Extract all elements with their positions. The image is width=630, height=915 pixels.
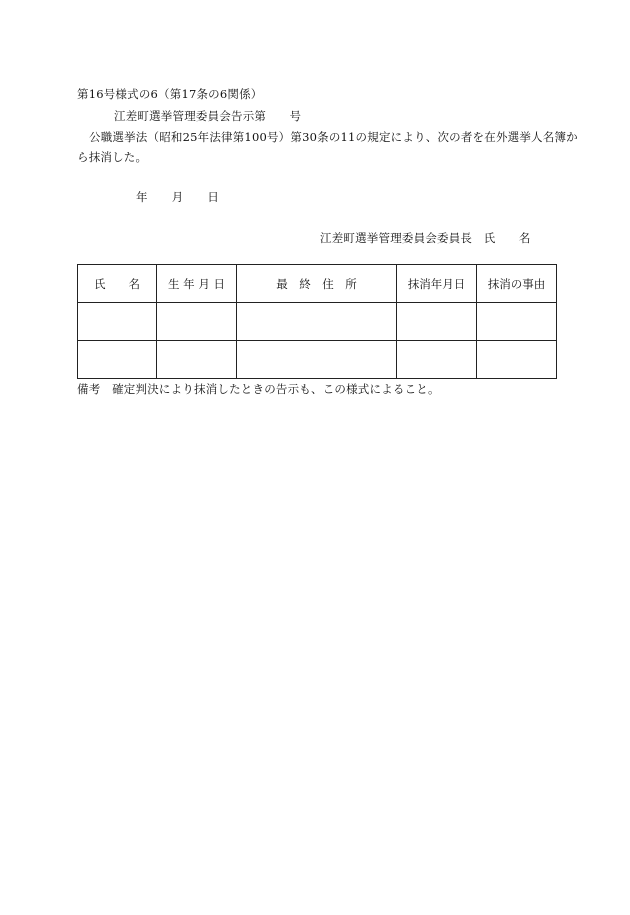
date-month: 月: [171, 190, 184, 204]
body-text-line-2: ら抹消した。: [77, 150, 148, 164]
header-birthdate: 生 年 月 日: [157, 265, 237, 303]
table-cell: [397, 341, 477, 379]
table-cell: [237, 303, 397, 341]
header-last-address: 最 終 住 所: [237, 265, 397, 303]
table-cell: [157, 303, 237, 341]
table-header-row: [78, 265, 557, 303]
table-cell: [78, 341, 157, 379]
form-title: 第16号様式の6（第17条の6関係）: [77, 87, 263, 101]
table-row: [78, 303, 557, 341]
remarks: 備考 確定判決により抹消したときの告示も、この様式によること。: [77, 382, 440, 396]
table-cell: [397, 303, 477, 341]
body-text-line-1: 公職選挙法（昭和25年法律第100号）第30条の11の規定により、次の者を在外選挙人名簿か: [89, 130, 578, 144]
table-cell: [157, 341, 237, 379]
header-deletion-date: 抹消年月日: [397, 265, 477, 303]
table-cell: [237, 341, 397, 379]
table-cell: [477, 341, 557, 379]
date-day: 日: [207, 190, 220, 204]
date-year: 年: [136, 190, 148, 204]
table-cell: [78, 303, 157, 341]
signature-line: 江差町選挙管理委員会委員長 氏 名: [320, 231, 531, 245]
header-name: 氏 名: [78, 265, 157, 303]
notice-number: 江差町選挙管理委員会告示第 号: [114, 109, 302, 123]
header-deletion-reason: 抹消の事由: [477, 265, 557, 303]
table-row: [78, 341, 557, 379]
date-line: [136, 189, 219, 205]
table-cell: [477, 303, 557, 341]
deletion-table: [77, 264, 557, 379]
